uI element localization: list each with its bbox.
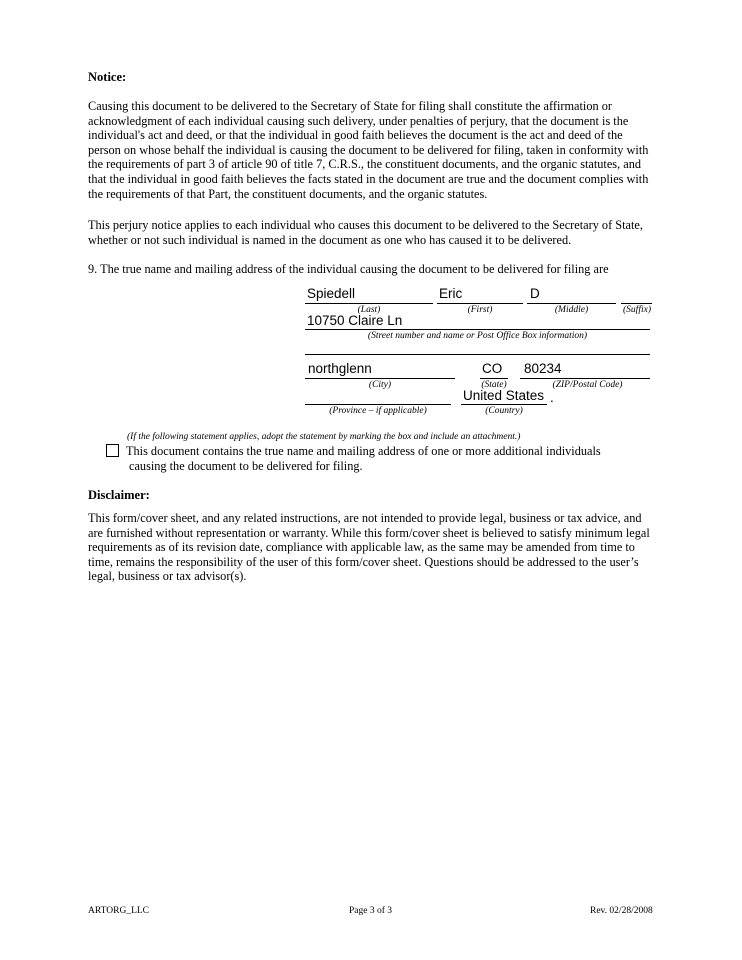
state-underline	[480, 378, 508, 379]
city-label: (City)	[368, 380, 392, 390]
last-name-field[interactable]: Spiedell	[307, 286, 356, 301]
last-label: (Last)	[357, 305, 381, 315]
perjury-notice-paragraph: This perjury notice applies to each individual who causes this document to be delivered to the Secretary of State, whether or not such individual is named in the document as one who has caused it to be delivered.	[88, 218, 643, 247]
country-field[interactable]: United States	[463, 388, 545, 403]
zip-field[interactable]: 80234	[524, 361, 562, 376]
middle-name-field[interactable]: D	[530, 286, 540, 301]
province-underline	[305, 404, 451, 405]
middle-name-underline	[527, 303, 616, 304]
suffix-label: (Suffix)	[623, 305, 651, 315]
zip-label: (ZIP/Postal Code)	[552, 380, 623, 390]
item9-text: 9. The true name and mailing address of the individual causing the document to be delivered for filing are	[88, 262, 609, 276]
country-underline	[461, 404, 547, 405]
additional-individuals-checkbox[interactable]	[106, 444, 119, 457]
disclaimer-paragraph: This form/cover sheet, and any related instructions, are not intended to provide legal, business or tax advice, and are furnished without representation or warranty. While this form/cover sheet is believed to satisfy minimum legal requirements as of its revision date, compliance with applicable law, as the same may be amended from time to time, remains the responsibility of the user of this form/cover sheet. Questions should be addressed to the user’s legal, business or tax advisor(s).	[88, 511, 650, 584]
middle-label: (Middle)	[554, 305, 589, 315]
first-name-field[interactable]: Eric	[439, 286, 463, 301]
zip-underline	[520, 378, 650, 379]
first-label: (First)	[467, 305, 493, 315]
state-label: (State)	[481, 380, 507, 390]
notice-paragraph: Causing this document to be delivered to the Secretary of State for filing shall constitute the affirmation or acknowledgment of each individual causing such delivery, under penalties of perjury, that the document is the individual's act and deed, or that the individual in good faith believes the document is the act and deed of the person on whose behalf the individual is causing the document to be delivered for filing, taken in conformity with the requirements of part 3 of article 90 of title 7, C.R.S., the constituent documents, and the organic statutes, and that the individual in good faith believes the facts stated in the document are true and the document complies with the requirements of that Part, the constituent documents, and the organic statutes.	[88, 99, 649, 201]
suffix-underline	[621, 303, 652, 304]
street-label: (Street number and name or Post Office Box information)	[367, 331, 588, 341]
notice-heading: Notice:	[88, 70, 127, 84]
attachment-instruction: (If the following statement applies, adopt the statement by marking the box and include an attachment.)	[127, 432, 521, 442]
street-address-field[interactable]: 10750 Claire Ln	[307, 313, 403, 328]
first-name-underline	[437, 303, 523, 304]
city-field[interactable]: northglenn	[308, 361, 372, 376]
last-name-underline	[305, 303, 433, 304]
street-underline	[305, 329, 650, 330]
country-punctuation: .	[550, 390, 554, 405]
state-field[interactable]: CO	[482, 361, 503, 376]
attachment-statement-line1: This document contains the true name and mailing address of one or more additional individuals	[126, 444, 601, 458]
country-label: (Country)	[485, 406, 523, 416]
footer-revision: Rev. 02/28/2008	[590, 906, 653, 916]
disclaimer-heading: Disclaimer:	[88, 488, 150, 502]
city-underline	[305, 378, 455, 379]
street-line2-underline	[305, 354, 650, 355]
footer-page-number: Page 3 of 3	[349, 906, 393, 916]
attachment-statement-line2: causing the document to be delivered for filing.	[129, 459, 363, 473]
province-label: (Province – if applicable)	[329, 406, 427, 416]
footer-form-id: ARTORG_LLC	[88, 906, 150, 916]
